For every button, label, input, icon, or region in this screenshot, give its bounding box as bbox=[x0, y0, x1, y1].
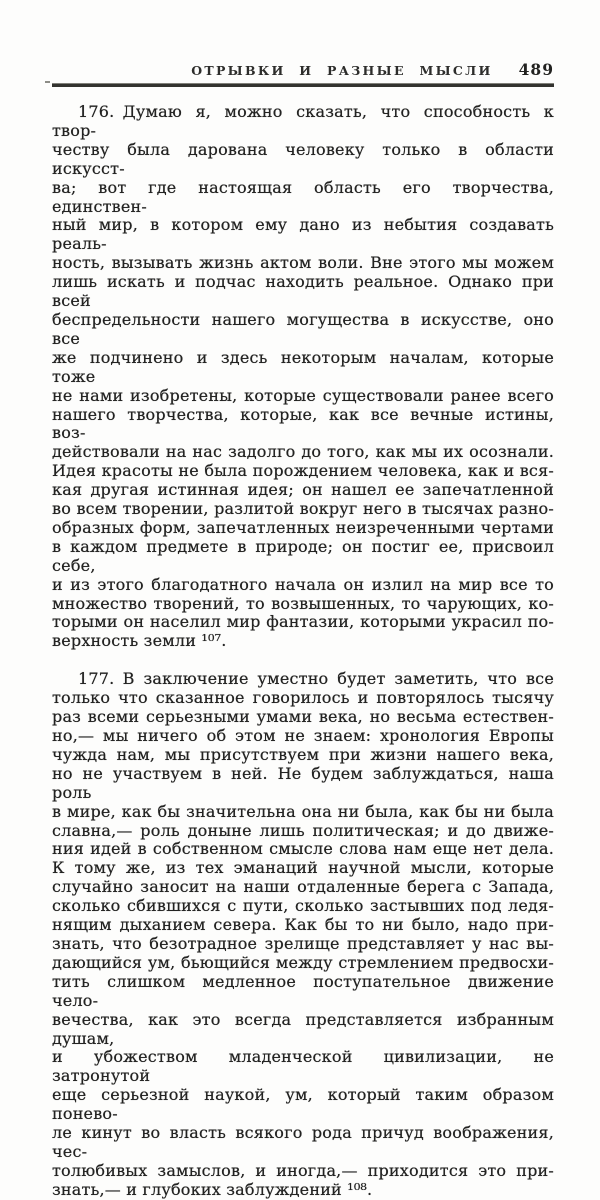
text-line: К тому же, из тех эманаций научной мысли, которые bbox=[52, 858, 554, 878]
text-line: честву была дарована человеку только в области искусст- bbox=[52, 139, 554, 178]
text-line: сколько сбившихся с пути, сколько застывших под ледя- bbox=[52, 896, 554, 916]
running-title: ОТРЫВКИ И РАЗНЫЕ МЫСЛИ bbox=[191, 63, 493, 78]
text-line: только что сказанное говорилось и повторялось тысячу bbox=[52, 688, 554, 708]
text-line: нящим дыханием севера. Как бы то ни было, надо при- bbox=[52, 915, 554, 935]
text-line: вечества, как это всегда представляется избранным душам, bbox=[52, 1009, 554, 1048]
page-number: 489 bbox=[518, 60, 554, 79]
text-line: но,— мы ничего об этом не знаем: хронология Европы bbox=[52, 726, 554, 745]
text-line: случайно заносит на наши отдаленные берега с Запада, bbox=[52, 877, 554, 897]
text-line: 176. Думаю я, можно сказать, что способность к твор- bbox=[52, 102, 554, 140]
text-line: тить слишком медленное поступательное движение чело- bbox=[52, 971, 554, 1010]
text-line: ле кинут во власть всякого рода причуд воображения, чес- bbox=[52, 1123, 554, 1161]
text-line: образных форм, запечатленных неизреченными чертами bbox=[52, 517, 554, 537]
text-line: но не участвуем в ней. Не будем заблуждаться, наша роль bbox=[52, 763, 554, 802]
text-line: знать,— и глубоких заблуждений ¹⁰⁸. bbox=[52, 1179, 373, 1199]
text-line: ния идей в собственном смысле слова нам еще нет дела. bbox=[52, 839, 554, 859]
text-line: славна,— роль доныне лишь политическая; и до движе- bbox=[52, 820, 554, 840]
paragraph-177 bbox=[52, 670, 554, 1199]
text-line: чужда нам, мы присутствуем при жизни нашего века, bbox=[52, 744, 554, 764]
text-line: верхность земли ¹⁰⁷. bbox=[52, 631, 227, 651]
text-line: и из этого благодатного начала он излил на мир все то bbox=[52, 574, 554, 594]
text-line: 177. В заключение уместно будет заметить, что все bbox=[78, 669, 554, 689]
text-line: в мире, как бы значительна она ни была, как бы ни была bbox=[52, 801, 554, 821]
text-line: знать, что безотрадное зрелище представляет у нас вы- bbox=[52, 933, 554, 953]
text-line: дающийся ум, бьющийся между стремлением предвосхи- bbox=[52, 952, 554, 972]
paragraph-176 bbox=[52, 103, 554, 651]
text-line: кая другая истинная идея; он нашел ее запечатленной bbox=[52, 480, 554, 500]
header-rule bbox=[52, 83, 554, 87]
text-line: нашего творчества, которые, как все вечные истины, воз- bbox=[52, 404, 554, 443]
text-line: и убожеством младенческой цивилизации, не затронутой bbox=[52, 1047, 554, 1086]
text-line: толюбивых замыслов, и иногда,— приходится это при- bbox=[52, 1160, 554, 1180]
text-line: в каждом предмете в природе; он постиг ее, присвоил себе, bbox=[52, 536, 554, 575]
page-body bbox=[52, 103, 554, 1200]
scan-artifact bbox=[45, 81, 50, 83]
text-line: ный мир, в котором ему дано из небытия создавать реаль- bbox=[52, 215, 554, 254]
text-line: беспредельности нашего могущества в искусстве, оно все bbox=[52, 309, 554, 348]
running-header bbox=[52, 62, 554, 79]
text-line: раз всеми серьезными умами века, но весьма естествен- bbox=[52, 707, 554, 727]
text-line: не нами изобретены, которые существовали ранее всего bbox=[52, 385, 554, 405]
page-content bbox=[52, 62, 554, 1200]
text-line: во всем творении, разлитой вокруг него в тысячах разно- bbox=[52, 499, 554, 519]
text-line: торыми он населил мир фантазии, которыми украсил по- bbox=[52, 612, 554, 632]
text-line: Идея красоты не была порождением человека, как и вся- bbox=[52, 461, 554, 481]
text-line: же подчинено и здесь некоторым началам, которые тоже bbox=[52, 347, 554, 386]
text-line: действовали на нас задолго до того, как мы их осознали. bbox=[52, 442, 554, 462]
text-line: ва; вот где настоящая область его творчества, единствен- bbox=[52, 177, 554, 216]
text-line: лишь искать и подчас находить реальное. Однако при всей bbox=[52, 272, 554, 311]
text-line: множество творений, то возвышенных, то чарующих, ко- bbox=[52, 593, 554, 613]
text-line: ность, вызывать жизнь актом воли. Вне этого мы можем bbox=[52, 253, 554, 273]
text-line: еще серьезной наукой, ум, который таким образом понево- bbox=[52, 1085, 554, 1124]
